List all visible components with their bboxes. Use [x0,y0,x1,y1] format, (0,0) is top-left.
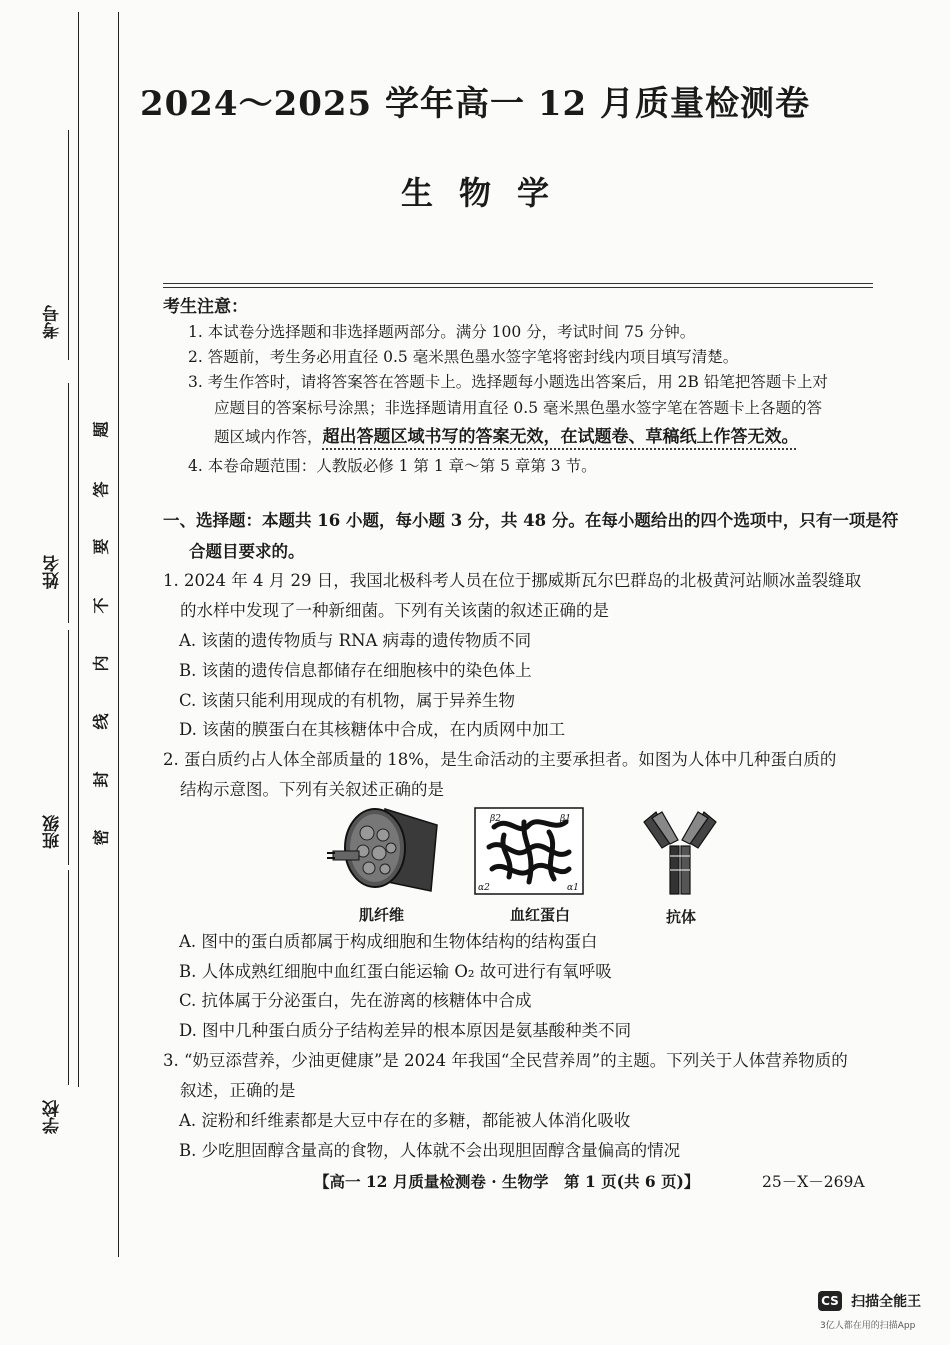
notice-emphasis: 超出答题区域书写的答案无效，在试题卷、草稿纸上作答无效。 [322,427,799,447]
question-3-stem: 3. “奶豆添营养，少油更健康”是 2024 年我国“全民营养周”的主题。下列关于人体营养物质的 [163,1051,848,1070]
question-2-option-b: B. 人体成熟红细胞中血红蛋白能运输 O₂ 故可进行有氧呼吸 [179,962,612,981]
figure-label: β1 [560,814,571,824]
question-1-stem: 1. 2024 年 4 月 29 日，我国北极科考人员在位于挪威斯瓦尔巴群岛的北极黄河站顺冰盖裂缝取 [163,571,862,590]
exam-no-label: 考号 [43,305,63,339]
seal-char: 要 [91,538,111,555]
page-footer: 【高一 12 月质量检测卷 · 生物学 第 1 页(共 6 页)】 [314,1172,700,1191]
name-label: 姓名 [43,555,63,589]
scanner-app-name: 扫描全能王 [851,1293,922,1310]
notice-item: 4. 本卷命题范围：人教版必修 1 第 1 章～第 5 章第 3 节。 [188,457,597,475]
figure-caption-hemoglobin: 血红蛋白 [510,906,571,924]
question-1-option-b: B. 该菌的遗传信息都储存在细胞核中的染色体上 [179,661,532,680]
notice-item-continued: 应题目的答案标号涂黑；非选择题请用直径 0.5 毫米黑色墨水签字笔在答题卡上各题的答 [214,399,823,417]
name-line [68,383,69,623]
notice-heading: 考生注意： [163,297,248,317]
notice-item: 2. 答题前，考生务必用直径 0.5 毫米黑色墨水签字笔将密封线内项目填写清楚。 [188,348,739,366]
hemoglobin-figure [474,807,584,895]
question-2-stem: 2. 蛋白质约占人体全部质量的 18%，是生命活动的主要承担者。如图为人体中几种蛋白质的 [163,750,837,769]
seal-char: 题 [91,421,111,438]
seal-char: 答 [91,481,111,498]
question-1-option-c: C. 该菌只能利用现成的有机物，属于异养生物 [179,691,516,710]
notice-item: 3. 考生作答时，请将答案答在答题卡上。选择题每小题选出答案后，用 2B 铅笔把答题卡上对 [188,373,828,391]
paper-code: 25－X－269A [762,1173,865,1191]
seal-char: 封 [91,771,111,788]
seal-char: 线 [91,713,111,730]
question-3-option-b: B. 少吃胆固醇含量高的食物，人体就不会出现胆固醇含量偏高的情况 [179,1141,681,1160]
muscle-fiber-figure [325,803,445,898]
header-rule [163,283,873,284]
antibody-figure [640,808,720,898]
header-rule-thin [163,287,873,288]
class-label: 班级 [43,815,63,849]
question-2-option-d: D. 图中几种蛋白质分子结构差异的根本原因是氨基酸种类不同 [179,1021,632,1040]
seal-char: 内 [91,655,111,672]
figure-caption-antibody: 抗体 [666,908,697,926]
scanner-tagline: 3亿人都在用的扫描App [820,1321,916,1331]
seal-char: 密 [91,829,111,846]
question-1-option-d: D. 该菌的膜蛋白在其核糖体中合成，在内质网中加工 [179,720,566,739]
seal-char: 不 [91,597,111,614]
notice-item-continued [214,422,799,447]
scanner-logo-icon: CS [818,1291,842,1311]
figure-label: α2 [478,883,490,893]
notice-item-continued-text: 题区域内作答， [214,428,323,446]
scanner-watermark [818,1290,921,1311]
question-3-option-a: A. 淀粉和纤维素都是大豆中存在的多糖，都能被人体消化吸收 [179,1111,631,1130]
school-line [68,870,69,1085]
exam-no-line [68,130,69,360]
notice-item: 1. 本试卷分选择题和非选择题两部分。满分 100 分，考试时间 75 分钟。 [188,323,696,341]
class-line [68,630,69,865]
figure-label: α1 [567,883,579,893]
figure-label: β2 [490,814,501,824]
school-label: 学校 [43,1100,63,1134]
figure-caption-muscle-fiber: 肌纤维 [359,906,405,924]
exam-title: 2024～2025 学年高一 12 月质量检测卷 [139,84,811,124]
section-heading-continued: 合题目要求的。 [189,542,305,561]
question-2-option-c: C. 抗体属于分泌蛋白，先在游离的核糖体中合成 [179,991,532,1010]
question-1-stem-continued: 的水样中发现了一种新细菌。下列有关该菌的叙述正确的是 [180,601,609,620]
question-3-stem-continued: 叙述，正确的是 [180,1081,296,1100]
question-1-option-a: A. 该菌的遗传物质与 RNA 病毒的遗传物质不同 [179,631,532,650]
section-heading: 一、选择题：本题共 16 小题，每小题 3 分，共 48 分。在每小题给出的四个选项中，只有一项是符 [163,511,899,530]
question-2-stem-continued: 结构示意图。下列有关叙述正确的是 [180,780,444,799]
subject-title: 生物学 [400,174,575,212]
question-2-option-a: A. 图中的蛋白质都属于构成细胞和生物体结构的结构蛋白 [179,932,598,951]
